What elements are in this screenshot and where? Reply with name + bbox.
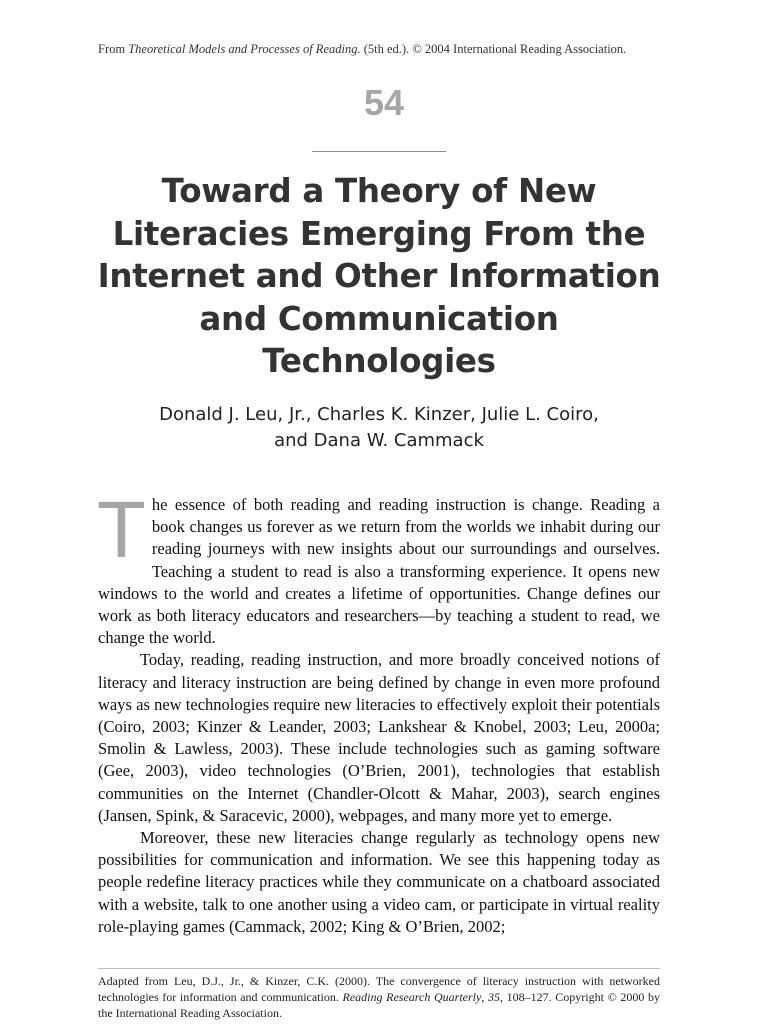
chapter-authors — [120, 402, 638, 454]
footnote-volume: 35 — [487, 990, 500, 1004]
paragraph-1 — [97, 485, 660, 649]
source-book-title: Theoretical Models and Processes of Reading. — [128, 42, 361, 56]
footnote — [98, 973, 660, 1021]
footnote-sep: , — [481, 990, 488, 1004]
footnote-divider — [98, 968, 660, 969]
body-text — [97, 485, 660, 938]
source-citation — [98, 42, 698, 57]
authors-line-1: Donald J. Leu, Jr., Charles K. Kinzer, Julie L. Coiro, — [159, 404, 599, 425]
paragraph-3: Moreover, these new literacies change regularly as technology opens new possibilities for communication and information. We see this happening today as people redefine literacy practices while they communicate on a chatboard associated with a website, talk to one another using a video cam, or participate in virtual reality role-playing games (Cammack, 2002; King & O’Brien, 2002; — [98, 828, 660, 936]
footnote-journal: Reading Research Quarterly — [342, 990, 482, 1004]
source-prefix: From — [98, 42, 129, 56]
chapter-title: Toward a Theory of New Literacies Emerging From the Internet and Other Information and Communication Technologies — [97, 172, 661, 380]
title-divider — [312, 151, 446, 152]
footnote-text-a: Adapted from Leu, D.J., Jr., & Kinzer, C.K. (2000). The convergence of literacy instruction with networked technologies for information and communication. — [98, 974, 660, 1004]
drop-cap: T — [97, 485, 146, 574]
source-suffix: (5th ed.). © 2004 International Reading Association. — [360, 42, 627, 56]
footnote-text-b: , 108–127. Copyright © 2000 by the International Reading Association. — [98, 990, 660, 1020]
paragraph-1-text: he essence of both reading and reading instruction is change. Reading a book changes us forever as we return from the worlds we inhabit during our reading journeys with new insights about our surroundings and ourselves. Teaching a student to read is also a transforming experience. It opens new windows to the world and creates a lifetime of opportunities. Change defines our work as both literacy educators and researchers—by teaching a student to read, we change the world. — [98, 495, 660, 648]
authors-line-2: and Dana W. Cammack — [274, 430, 484, 451]
paragraph-2: Today, reading, reading instruction, and more broadly conceived notions of literacy and literacy instruction are being defined by change in even more profound ways as new technologies require new literacies to effectively exploit their potentials (Coiro, 2003; Kinzer & Leander, 2003; Lankshear & Knobel, 2003; Leu, 2000a; Smolin & Lawless, 2003). These include technologies such as gaming software (Gee, 2003), video technologies (O’Brien, 2001), technologies that establish communities on the Internet (Chandler-Olcott & Mahar, 2003), search engines (Jansen, Spink, & Saracevic, 2000), webpages, and many more yet to emerge. — [98, 650, 660, 825]
chapter-number: 54 — [363, 82, 405, 123]
